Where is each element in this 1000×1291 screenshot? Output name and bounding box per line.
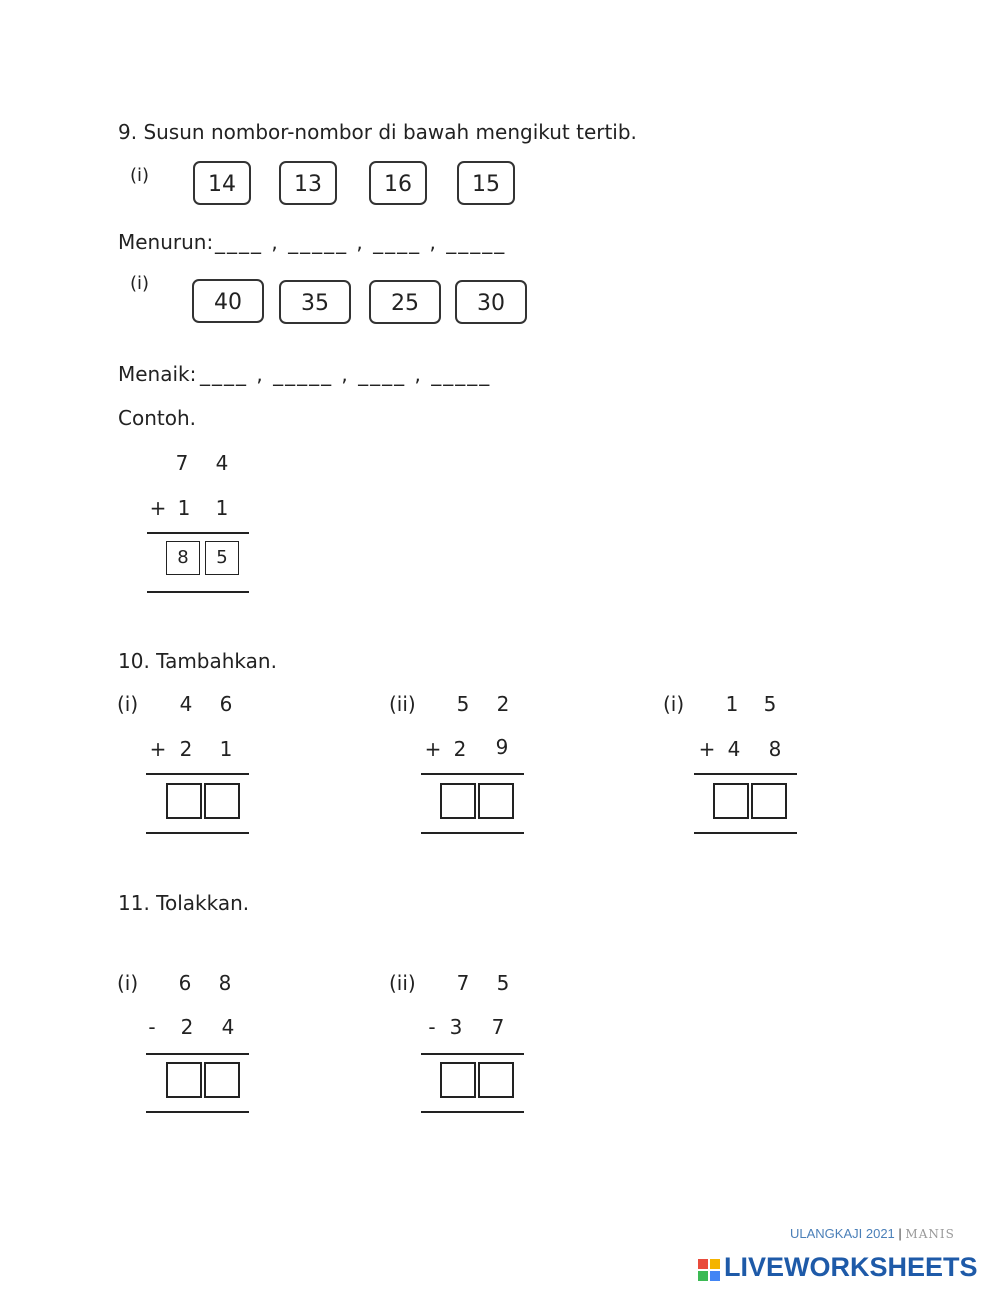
q11-p1-bottom-tens: 2 xyxy=(180,1015,194,1039)
ascending-answer-blanks[interactable]: ____ , _____ , ____ , _____ xyxy=(200,362,492,386)
number-card: 40 xyxy=(192,279,264,323)
liveworksheets-brand[interactable]: LIVEWORKSHEETS xyxy=(724,1252,978,1282)
sum-line xyxy=(421,773,524,775)
q10-problem-3-label: (i) xyxy=(663,692,685,716)
example-top-ones: 4 xyxy=(215,451,229,475)
q9-heading: 9. Susun nombor-nombor di bawah mengikut tertib. xyxy=(118,120,637,144)
example-bottom-tens: 1 xyxy=(177,496,191,520)
footer-title: ULANGKAJI 2021 xyxy=(790,1226,895,1241)
number-card: 16 xyxy=(369,161,427,205)
q11-problem-2-label: (ii) xyxy=(389,971,416,995)
q10-p2-bottom-tens: 2 xyxy=(453,737,467,761)
sum-line xyxy=(694,773,797,775)
q11-heading: 11. Tolakkan. xyxy=(118,891,250,915)
footer-separator: | xyxy=(898,1226,902,1241)
q10-p1-bottom-tens: 2 xyxy=(179,737,193,761)
q9-part1-label: (i) xyxy=(130,165,150,186)
answer-box-tens[interactable] xyxy=(440,783,476,819)
number-card: 35 xyxy=(279,280,351,324)
q10-p1-bottom-ones: 1 xyxy=(219,737,233,761)
q11-p2-bottom-tens: 3 xyxy=(449,1015,463,1039)
sum-line xyxy=(146,773,249,775)
answer-box-ones[interactable] xyxy=(478,1062,514,1098)
q10-p1-top-tens: 4 xyxy=(179,692,193,716)
bottom-line xyxy=(146,1111,249,1113)
q11-p2-bottom-ones: 7 xyxy=(491,1015,505,1039)
q11-p2-top-tens: 7 xyxy=(456,971,470,995)
bottom-line xyxy=(421,832,524,834)
q11-p1-bottom-ones: 4 xyxy=(221,1015,235,1039)
q9-part2-label: (i) xyxy=(130,273,150,294)
example-answer-ones: 5 xyxy=(205,541,239,575)
answer-box-ones[interactable] xyxy=(751,783,787,819)
answer-box-ones[interactable] xyxy=(204,1062,240,1098)
q11-p1-top-tens: 6 xyxy=(178,971,192,995)
bottom-line xyxy=(146,832,249,834)
plus-sign: + xyxy=(149,737,167,761)
answer-box-tens[interactable] xyxy=(166,783,202,819)
example-answer-tens: 8 xyxy=(166,541,200,575)
bottom-line xyxy=(147,591,249,593)
plus-sign: + xyxy=(698,737,716,761)
footer-signature: MANIS xyxy=(905,1227,955,1241)
answer-box-ones[interactable] xyxy=(478,783,514,819)
difference-line xyxy=(421,1053,524,1055)
q10-p3-bottom-ones: 8 xyxy=(768,737,782,761)
plus-sign: + xyxy=(149,496,167,520)
q11-problem-1-label: (i) xyxy=(117,971,139,995)
answer-box-ones[interactable] xyxy=(204,783,240,819)
q10-p2-top-tens: 5 xyxy=(456,692,470,716)
q10-problem-1-label: (i) xyxy=(117,692,139,716)
q10-p3-bottom-tens: 4 xyxy=(727,737,741,761)
liveworksheets-logo-icon xyxy=(698,1259,720,1281)
answer-box-tens[interactable] xyxy=(440,1062,476,1098)
number-card: 15 xyxy=(457,161,515,205)
q10-p3-top-ones: 5 xyxy=(763,692,777,716)
number-card: 13 xyxy=(279,161,337,205)
descending-label: Menurun: xyxy=(118,230,214,254)
q11-p2-top-ones: 5 xyxy=(496,971,510,995)
bottom-line xyxy=(694,832,797,834)
footer-text xyxy=(790,1226,955,1241)
answer-box-tens[interactable] xyxy=(713,783,749,819)
bottom-line xyxy=(421,1111,524,1113)
sum-line xyxy=(147,532,249,534)
example-bottom-ones: 1 xyxy=(215,496,229,520)
example-top-tens: 7 xyxy=(175,451,189,475)
answer-box-tens[interactable] xyxy=(166,1062,202,1098)
minus-sign: - xyxy=(148,1015,156,1039)
difference-line xyxy=(146,1053,249,1055)
number-card: 14 xyxy=(193,161,251,205)
q10-p1-top-ones: 6 xyxy=(219,692,233,716)
q10-p2-top-ones: 2 xyxy=(496,692,510,716)
descending-answer-blanks[interactable]: ____ , _____ , ____ , _____ xyxy=(215,230,507,254)
minus-sign: - xyxy=(428,1015,436,1039)
ascending-label: Menaik: xyxy=(118,362,197,386)
number-card: 30 xyxy=(455,280,527,324)
q11-p1-top-ones: 8 xyxy=(218,971,232,995)
q10-p3-top-tens: 1 xyxy=(725,692,739,716)
example-title: Contoh. xyxy=(118,406,196,430)
q10-problem-2-label: (ii) xyxy=(389,692,416,716)
q10-p2-bottom-ones: 9 xyxy=(495,735,509,759)
q10-heading: 10. Tambahkan. xyxy=(118,649,277,673)
number-card: 25 xyxy=(369,280,441,324)
plus-sign: + xyxy=(424,737,442,761)
